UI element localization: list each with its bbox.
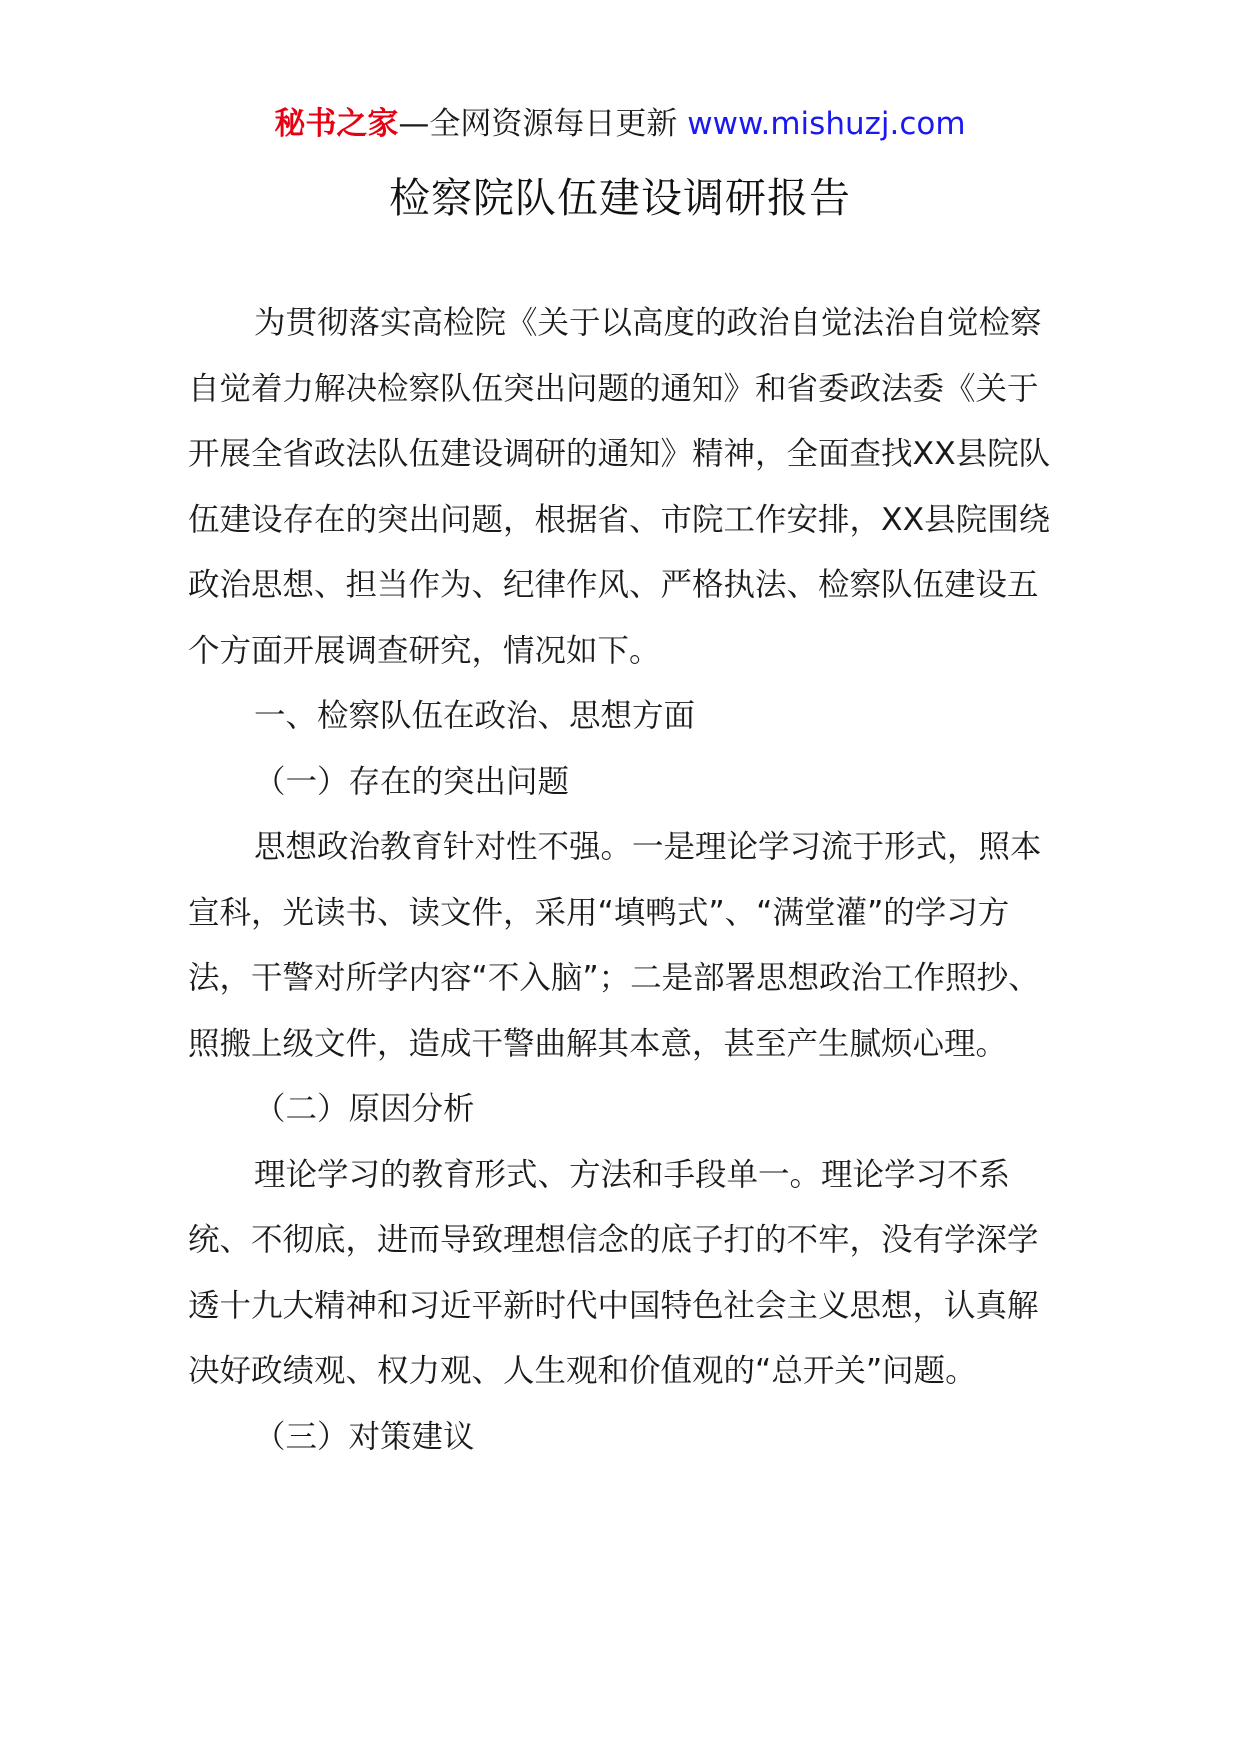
header-tagline: —全网资源每日更新	[398, 106, 688, 142]
subsection-heading-3: （三）对策建议	[254, 1418, 475, 1455]
intro-paragraph: 为贯彻落实高检院《关于以高度的政治自觉法治自觉检察自觉着力解决检察队伍突出问题的通知》和省委政法委《关于开展全省政法队伍建设调研的通知》精神，全面查找XX县院队伍建设存在的突出问题，根据省、市院工作安排，XX县院围绕政治思想、担当作为、纪律作风、严格执法、检察队伍建设五个方面开展调查研究，情况如下。	[188, 305, 1051, 669]
subsection-paragraph-2: 理论学习的教育形式、方法和手段单一。理论学习不系统、不彻底，进而导致理想信念的底子打的不牢，没有学深学透十九大精神和习近平新时代中国特色社会主义思想，认真解决好政绩观、权力观、人生观和价值观的“总开关”问题。	[188, 1156, 1039, 1389]
document-body	[188, 291, 1056, 1470]
subsection-heading-2: （二）原因分析	[254, 1091, 475, 1127]
site-url-link[interactable]: www.mishuzj.com	[687, 106, 966, 142]
subsection-paragraph-1: 思想政治教育针对性不强。一是理论学习流于形式，照本宣科，光读书、读文件，采用“填鸭式”、“满堂灌”的学习方法，干警对所学内容“不入脑”；二是部署思想政治工作照抄、照搬上级文件，造成干警曲解其本意，甚至产生腻烦心理。	[188, 829, 1042, 1062]
brand-name: 秘书之家	[274, 106, 399, 142]
section-heading-1: 一、检察队伍在政治、思想方面	[254, 698, 696, 734]
site-header	[0, 100, 1240, 148]
subsection-heading-1: （一）存在的突出问题	[254, 763, 570, 800]
document-title: 检察院队伍建设调研报告	[389, 174, 851, 222]
